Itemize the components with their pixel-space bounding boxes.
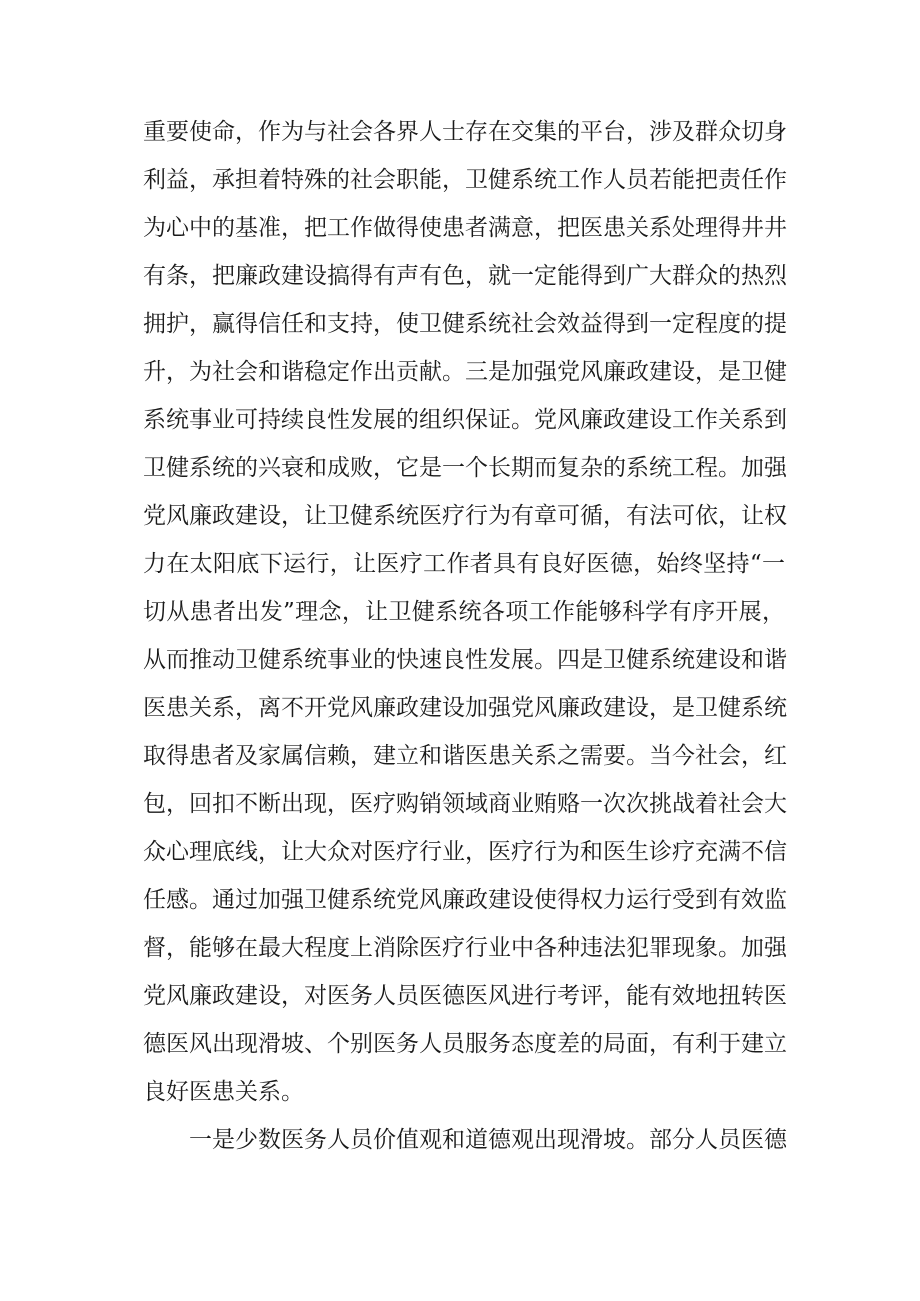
paragraph-end-line: 良好医患关系。 [143, 1079, 304, 1105]
body-text [143, 108, 785, 1164]
text-line: 党风廉政建设，对医务人员医德医风进行考评，能有效地扭转医 [143, 983, 787, 1009]
text-line: 有条，把廉政建设搞得有声有色，就一定能得到广大群众的热烈 [143, 263, 787, 289]
text-line: 医患关系，离不开党风廉政建设加强党风廉政建设，是卫健系统 [143, 695, 787, 721]
text-line: 为心中的基准，把工作做得使患者满意，把医患关系处理得井井 [143, 215, 787, 241]
text-line: 督，能够在最大程度上消除医疗行业中各种违法犯罪现象。加强 [143, 935, 787, 961]
text-line: 切从患者出发”理念，让卫健系统各项工作能够科学有序开展， [143, 599, 785, 625]
text-line: 卫健系统的兴衰和成败，它是一个长期而复杂的系统工程。加强 [143, 455, 787, 481]
text-line: 德医风出现滑坡、个别医务人员服务态度差的局面，有利于建立 [143, 1031, 787, 1057]
text-line: 任感。通过加强卫健系统党风廉政建设使得权力运行受到有效监 [143, 887, 787, 913]
text-line: 系统事业可持续良性发展的组织保证。党风廉政建设工作关系到 [143, 407, 787, 433]
text-line: 包，回扣不断出现，医疗购销领域商业贿赂一次次挑战着社会大 [143, 791, 787, 817]
text-line: 取得患者及家属信赖，建立和谐医患关系之需要。当今社会，红 [143, 743, 787, 769]
paragraph-start-line: 一是少数医务人员价值观和道德观出现滑坡。部分人员医德 [189, 1127, 787, 1153]
text-line: 利益，承担着特殊的社会职能，卫健系统工作人员若能把责任作 [143, 167, 787, 193]
text-line: 升，为社会和谐稳定作出贡献。三是加强党风廉政建设，是卫健 [143, 359, 787, 385]
text-line: 拥护，赢得信任和支持，使卫健系统社会效益得到一定程度的提 [143, 311, 787, 337]
text-line: 党风廉政建设，让卫健系统医疗行为有章可循，有法可依，让权 [143, 503, 787, 529]
text-line: 众心理底线，让大众对医疗行业，医疗行为和医生诊疗充满不信 [143, 839, 787, 865]
text-line: 力在太阳底下运行，让医疗工作者具有良好医德，始终坚持“一 [143, 551, 785, 577]
text-line: 从而推动卫健系统事业的快速良性发展。四是卫健系统建设和谐 [143, 647, 787, 673]
text-line: 重要使命，作为与社会各界人士存在交集的平台，涉及群众切身 [143, 119, 787, 145]
